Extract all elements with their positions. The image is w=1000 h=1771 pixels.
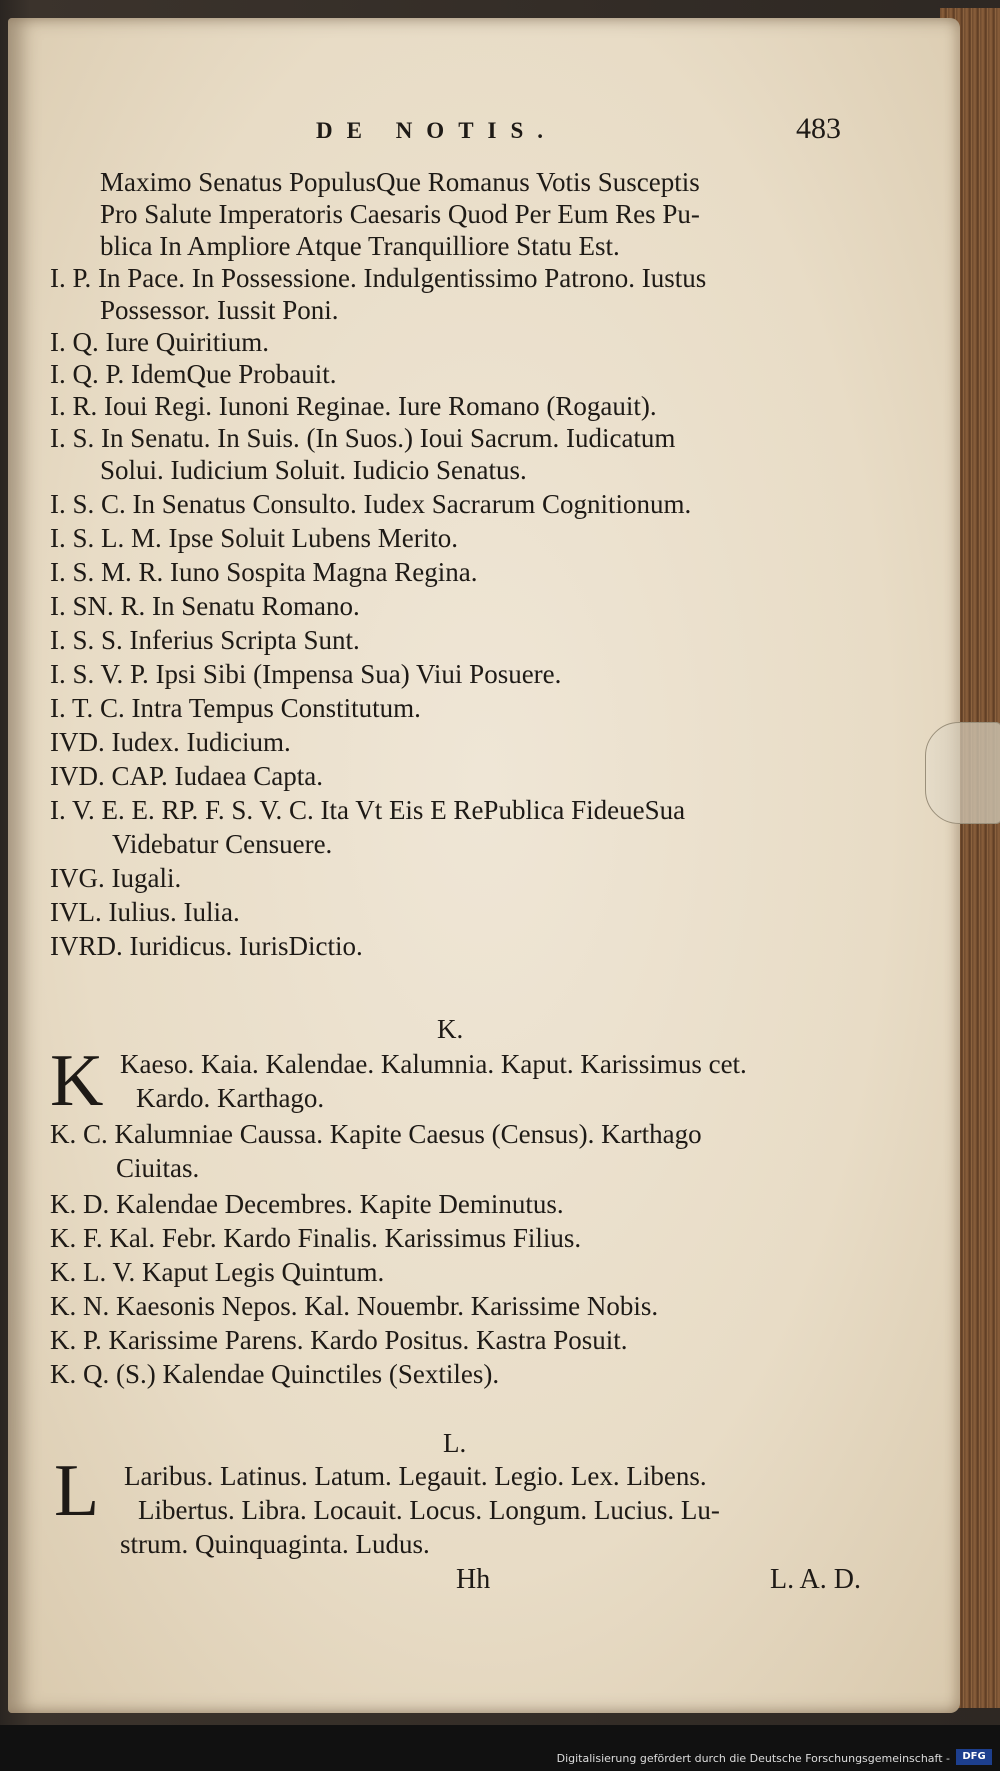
entry-text: Iugali. bbox=[111, 863, 182, 893]
entry-kc bbox=[50, 1118, 702, 1150]
entry-text: Kaput Legis Quintum. bbox=[142, 1257, 385, 1287]
entry-ivg bbox=[50, 862, 181, 894]
entry-abbr: I. S. C. bbox=[50, 489, 126, 519]
entry-abbr: IVRD. bbox=[50, 931, 123, 961]
entry-kp bbox=[50, 1324, 628, 1356]
entry-abbr: I. V. E. E. RP. F. S. V. C. bbox=[50, 795, 314, 825]
section-k-initial-line: Kaeso. Kaia. Kalendae. Kalumnia. Kaput. Karissimus cet. bbox=[120, 1049, 747, 1079]
entry-abbr: I. P. bbox=[50, 263, 92, 293]
entry-iveerpfsvc bbox=[50, 794, 685, 826]
entry-text: Iulius. Iulia. bbox=[108, 897, 240, 927]
entry-abbr: I. S. bbox=[50, 423, 95, 453]
page-number: 483 bbox=[796, 112, 841, 145]
entry-abbr: I. Q. P. bbox=[50, 359, 125, 389]
entry-abbr: I. S. M. R. bbox=[50, 557, 164, 587]
entry-kn bbox=[50, 1290, 658, 1322]
entry-text: Iuridicus. IurisDictio. bbox=[129, 931, 363, 961]
page-clip bbox=[925, 722, 1000, 824]
entry-is bbox=[50, 422, 675, 454]
entry-text: In Senatu Romano. bbox=[152, 591, 360, 621]
digitization-credit: Digitalisierung gefördert durch die Deutsche Forschungsgemeinschaft - bbox=[556, 1752, 950, 1765]
entry-ip bbox=[50, 262, 706, 294]
entry-iqp bbox=[50, 358, 336, 390]
entry-abbr: K. P. bbox=[50, 1325, 102, 1355]
entry-ivd-cap bbox=[50, 760, 323, 792]
entry-text: Kaesonis Nepos. Kal. Nouembr. Karissime Nobis. bbox=[116, 1291, 659, 1321]
entry-abbr: IVG. bbox=[50, 863, 105, 893]
entry-ir bbox=[50, 390, 657, 422]
signature-mark: Hh bbox=[456, 1564, 491, 1595]
entry-abbr: K. C. bbox=[50, 1119, 108, 1149]
entry-text: Kalumniae Caussa. Kapite Caesus (Census). Karthago bbox=[114, 1119, 702, 1149]
entry-abbr: I. T. C. bbox=[50, 693, 125, 723]
entry-iq bbox=[50, 326, 269, 358]
entry-text: Iure Quiritium. bbox=[105, 327, 269, 357]
entry-abbr: K. F. bbox=[50, 1223, 103, 1253]
running-title: DE NOTIS. bbox=[316, 118, 558, 143]
entry-ismr bbox=[50, 556, 478, 588]
section-l-initial-line: Laribus. Latinus. Latum. Legauit. Legio. Lex. Libens. bbox=[124, 1461, 707, 1491]
entry-abbr: IVD. bbox=[50, 727, 105, 757]
entry-text: In Pace. In Possessione. Indulgentissimo Patrono. Iustus bbox=[98, 263, 707, 293]
entry-islm bbox=[50, 522, 458, 554]
entry-abbr: I. S. V. P. bbox=[50, 659, 149, 689]
entry-text: Inferius Scripta Sunt. bbox=[129, 625, 360, 655]
entry-kq bbox=[50, 1358, 499, 1390]
entry-text: Ioui Regi. Iunoni Reginae. Iure Romano (Rogauit). bbox=[104, 391, 657, 421]
entry-text: In Senatu. In Suis. (In Suos.) Ioui Sacrum. Iudicatum bbox=[101, 423, 676, 453]
entry-abbr: I. S. S. bbox=[50, 625, 123, 655]
section-l-initial: L bbox=[54, 1450, 100, 1532]
entry-iss bbox=[50, 624, 360, 656]
entry-text: Karissime Parens. Kardo Positus. Kastra Posuit. bbox=[108, 1325, 628, 1355]
entry-abbr: IVL. bbox=[50, 897, 102, 927]
entry-text: Kalendae Decembres. Kapite Deminutus. bbox=[116, 1189, 564, 1219]
section-l-title: L. bbox=[443, 1428, 467, 1458]
entry-text: Ipsi Sibi (Impensa Sua) Viui Posuere. bbox=[155, 659, 562, 689]
entry-isnr bbox=[50, 590, 360, 622]
entry-kd bbox=[50, 1188, 564, 1220]
entry-text: Ipse Soluit Lubens Merito. bbox=[168, 523, 458, 553]
section-l-initial-line: strum. Quinquaginta. Ludus. bbox=[120, 1529, 430, 1559]
catchword: L. A. D. bbox=[770, 1564, 861, 1595]
entry-text: Iudex. Iudicium. bbox=[111, 727, 291, 757]
entry-text: (S.) Kalendae Quinctiles (Sextiles). bbox=[116, 1359, 500, 1389]
entry-continuation: Possessor. Iussit Poni. bbox=[100, 295, 339, 325]
entry-abbr: I. SN. R. bbox=[50, 591, 146, 621]
entry-abbr: K. L. V. bbox=[50, 1257, 136, 1287]
entry-text: In Senatus Consulto. Iudex Sacrarum Cognitionum. bbox=[132, 489, 692, 519]
entry-ivd bbox=[50, 726, 291, 758]
entry-abbr: I. R. bbox=[50, 391, 98, 421]
entry-text: IdemQue Probauit. bbox=[131, 359, 337, 389]
entry-abbr: K. Q. bbox=[50, 1359, 110, 1389]
entry-abbr: I. S. L. M. bbox=[50, 523, 162, 553]
entry-continuation: Solui. Iudicium Soluit. Iudicio Senatus. bbox=[100, 455, 527, 485]
section-k-initial-line: Kardo. Karthago. bbox=[136, 1083, 325, 1113]
entry-abbr: IVD. CAP. bbox=[50, 761, 168, 791]
section-k-initial: K bbox=[50, 1040, 104, 1122]
entry-isc bbox=[50, 488, 691, 520]
entry-kf bbox=[50, 1222, 581, 1254]
entry-text: Kal. Febr. Kardo Finalis. Karissimus Filius. bbox=[109, 1223, 582, 1253]
section-k-title: K. bbox=[437, 1014, 464, 1044]
entry-text: Iuno Sospita Magna Regina. bbox=[170, 557, 478, 587]
entry-ivrd bbox=[50, 930, 363, 962]
entry-continuation: Ciuitas. bbox=[116, 1153, 200, 1183]
entry-text: Iudaea Capta. bbox=[174, 761, 323, 791]
entry-isvp bbox=[50, 658, 561, 690]
section-l-initial-line: Libertus. Libra. Locauit. Locus. Longum. Lucius. Lu- bbox=[138, 1495, 720, 1525]
entry-continuation: Videbatur Censuere. bbox=[112, 829, 333, 859]
entry-klv bbox=[50, 1256, 384, 1288]
continuation-line: blica In Ampliore Atque Tranquilliore Statu Est. bbox=[100, 231, 620, 261]
entry-text: Ita Vt Eis E RePublica FideueSua bbox=[320, 795, 686, 825]
dfg-logo: DFG bbox=[956, 1749, 992, 1765]
continuation-line: Pro Salute Imperatoris Caesaris Quod Per Eum Res Pu- bbox=[100, 199, 700, 229]
entry-ivl bbox=[50, 896, 240, 928]
entry-text: Intra Tempus Constitutum. bbox=[131, 693, 421, 723]
entry-itc bbox=[50, 692, 421, 724]
entry-abbr: K. N. bbox=[50, 1291, 110, 1321]
entry-abbr: I. Q. bbox=[50, 327, 99, 357]
entry-abbr: K. D. bbox=[50, 1189, 110, 1219]
continuation-line: Maximo Senatus PopulusQue Romanus Votis Susceptis bbox=[100, 167, 700, 197]
